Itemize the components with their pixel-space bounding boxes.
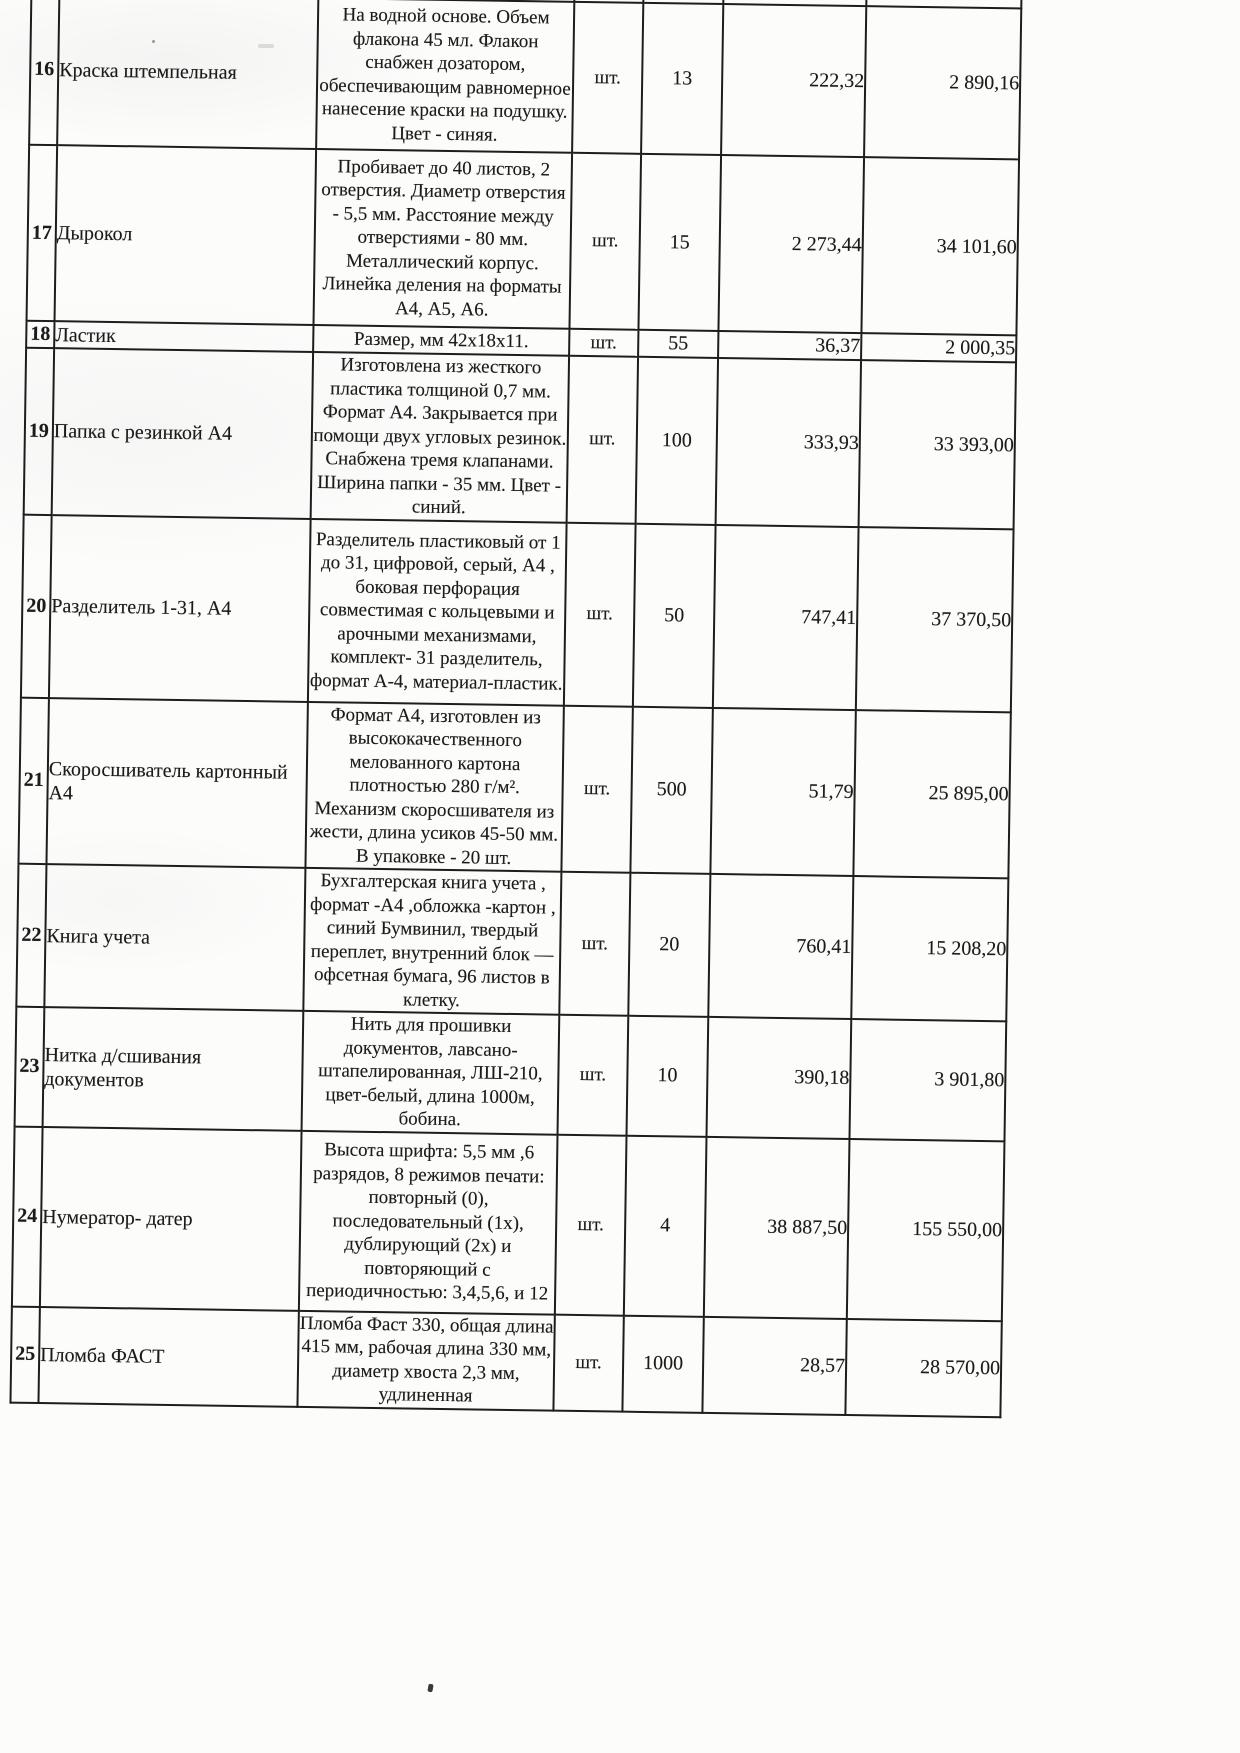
item-name-cell: Краска штемпельная — [57, 0, 318, 149]
table-row — [10, 1306, 1001, 1417]
item-number-cell: 19 — [24, 348, 54, 515]
item-number-cell: 25 — [10, 1306, 39, 1402]
unit-price-cell: 38 887,50 — [704, 1136, 850, 1318]
quantity-cell: 4 — [624, 1135, 707, 1316]
item-number-cell: 23 — [15, 1007, 45, 1127]
item-description-cell: Бухгалтерская книга учета , формат -А4 ,обложка -картон , синий Бумвинил, твердый переплет, внутренний блок — офсетная бумага, 96 листов в клетку. — [303, 868, 561, 1015]
table-row — [18, 697, 1010, 878]
unit-price-cell: 747,41 — [713, 524, 859, 709]
item-description-cell: Пломба Фаст 330, общая длина 415 мм, рабочая длина 330 мм, диаметр хвоста 2,3 мм, удлиненная — [297, 1310, 554, 1410]
quantity-cell: 13 — [641, 3, 723, 155]
scan-speck — [258, 44, 274, 48]
item-description-cell: На водной основе. Объем флакона 45 мл. Флакон снабжен дозатором, обеспечивающим равномерное нанесение краски на подушку. Цвет - синяя. — [316, 0, 574, 153]
total-price-cell: 3 901,80 — [849, 1019, 1006, 1141]
item-number-cell: 21 — [18, 697, 48, 864]
unit-price-cell: 222,32 — [721, 4, 866, 157]
quantity-cell: 1000 — [622, 1315, 703, 1412]
table-row — [29, 0, 1021, 159]
item-number-cell: 24 — [12, 1126, 43, 1306]
total-price-cell: 2 000,35 — [861, 333, 1016, 362]
unit-cell: шт. — [564, 522, 636, 706]
item-description-cell: Разделитель пластиковый от 1 до 31, цифровой, серый, А4 , боковая перфорация совместимая с кольцевыми и арочными механизмами, комплект- 31 разделитель, формат А-4, материал-пластик. — [308, 518, 567, 705]
table-row — [12, 1126, 1005, 1321]
quantity-cell: 500 — [630, 706, 712, 874]
item-description-cell: Высота шрифта: 5,5 мм ,6 разрядов, 8 режимов печати: повторный (0), последовательный (1х), дублирующий (2х) и повторяющий с периодичностью: 3,4,5,6, и 12 — [299, 1130, 558, 1314]
total-price-cell: 33 393,00 — [859, 360, 1016, 529]
item-name-cell: Дырокол — [55, 145, 317, 325]
table-row — [16, 864, 1008, 1022]
item-description-cell: Размер, мм 42х18х11. — [313, 325, 569, 356]
total-price-cell: 28 570,00 — [845, 1318, 1001, 1416]
unit-price-cell: 28,57 — [702, 1316, 846, 1414]
unit-price-cell: 333,93 — [716, 358, 861, 527]
item-number-cell: 18 — [26, 321, 54, 348]
item-description-cell: Нить для прошивки документов, лавсано-штапелированная, ЛШ-210, цвет-белый, длина 1000м, бобина. — [302, 1011, 560, 1134]
unit-cell: шт. — [555, 1134, 627, 1315]
item-description-cell: Изготовлена из жесткого пластика толщиной 0,7 мм. Формат А4. Закрывается при помощи двух угловых резинок. Снабжена тремя клапанами. Ширина папки - 35 мм. Цвет - синий. — [311, 352, 569, 522]
item-description-cell: Формат А4, изготовлен из высококачественного мелованного картона плотностью 280 г/м². Механизм скоросшивателя из жести, длина усиков 45-50 мм. В упаковке - 20 шт. — [305, 701, 563, 871]
unit-cell: шт. — [569, 153, 641, 330]
unit-price-cell: 36,37 — [718, 331, 861, 360]
total-price-cell: 155 550,00 — [847, 1139, 1005, 1321]
unit-cell: шт. — [558, 1015, 629, 1136]
total-price-cell: 2 890,16 — [864, 6, 1021, 159]
total-price-cell: 34 101,60 — [861, 157, 1019, 335]
table-row — [24, 348, 1016, 529]
item-name-cell: Пломба ФАСТ — [38, 1307, 298, 1407]
unit-cell: шт. — [569, 329, 638, 357]
table-row — [15, 1007, 1007, 1141]
scan-speck — [152, 40, 155, 43]
scan-speck — [427, 1684, 433, 1693]
unit-price-cell: 390,18 — [707, 1017, 852, 1139]
item-name-cell: Ластик — [54, 321, 313, 352]
unit-price-cell: 2 273,44 — [718, 155, 864, 333]
item-name-cell: Нумератор- датер — [40, 1127, 302, 1311]
quantity-cell: 55 — [638, 330, 718, 358]
items-table — [9, 0, 1022, 1418]
unit-price-cell: 51,79 — [710, 707, 855, 876]
quantity-cell: 20 — [628, 873, 710, 1017]
table-row — [21, 514, 1014, 712]
item-description-cell: Пробивает до 40 листов, 2 отверстия. Диаметр отверстия - 5,5 мм. Расстояние между отверстиями - 80 мм. Металлический корпус. Линейка деления на форматы А4, А5, А6. — [314, 149, 573, 329]
total-price-cell: 15 208,20 — [851, 876, 1008, 1021]
quantity-cell: 100 — [636, 357, 718, 525]
item-number-cell: 17 — [27, 145, 58, 321]
unit-cell: шт. — [572, 2, 643, 154]
item-name-cell: Разделитель 1-31, А4 — [49, 515, 311, 702]
item-name-cell: Нитка д/сшивания документов — [43, 1007, 304, 1130]
unit-cell: шт. — [567, 356, 638, 524]
table-row — [27, 145, 1020, 336]
total-price-cell: 25 895,00 — [853, 710, 1010, 879]
item-name-cell: Книга учета — [44, 864, 305, 1011]
item-number-cell: 22 — [16, 864, 46, 1007]
scan-skew-wrapper — [9, 0, 1020, 1418]
unit-cell: шт. — [561, 705, 632, 873]
quantity-cell: 50 — [633, 523, 716, 707]
unit-cell: шт. — [559, 872, 630, 1016]
item-name-cell: Папка с резинкой А4 — [52, 348, 313, 518]
quantity-cell: 15 — [638, 154, 721, 331]
unit-price-cell: 760,41 — [708, 874, 853, 1019]
quantity-cell: 10 — [627, 1016, 709, 1137]
item-number-cell: 16 — [29, 0, 59, 145]
unit-cell: шт. — [553, 1314, 623, 1411]
total-price-cell: 37 370,50 — [856, 527, 1014, 712]
item-number-cell: 20 — [21, 514, 52, 697]
item-name-cell: Скоросшиватель картонный А4 — [46, 698, 307, 868]
